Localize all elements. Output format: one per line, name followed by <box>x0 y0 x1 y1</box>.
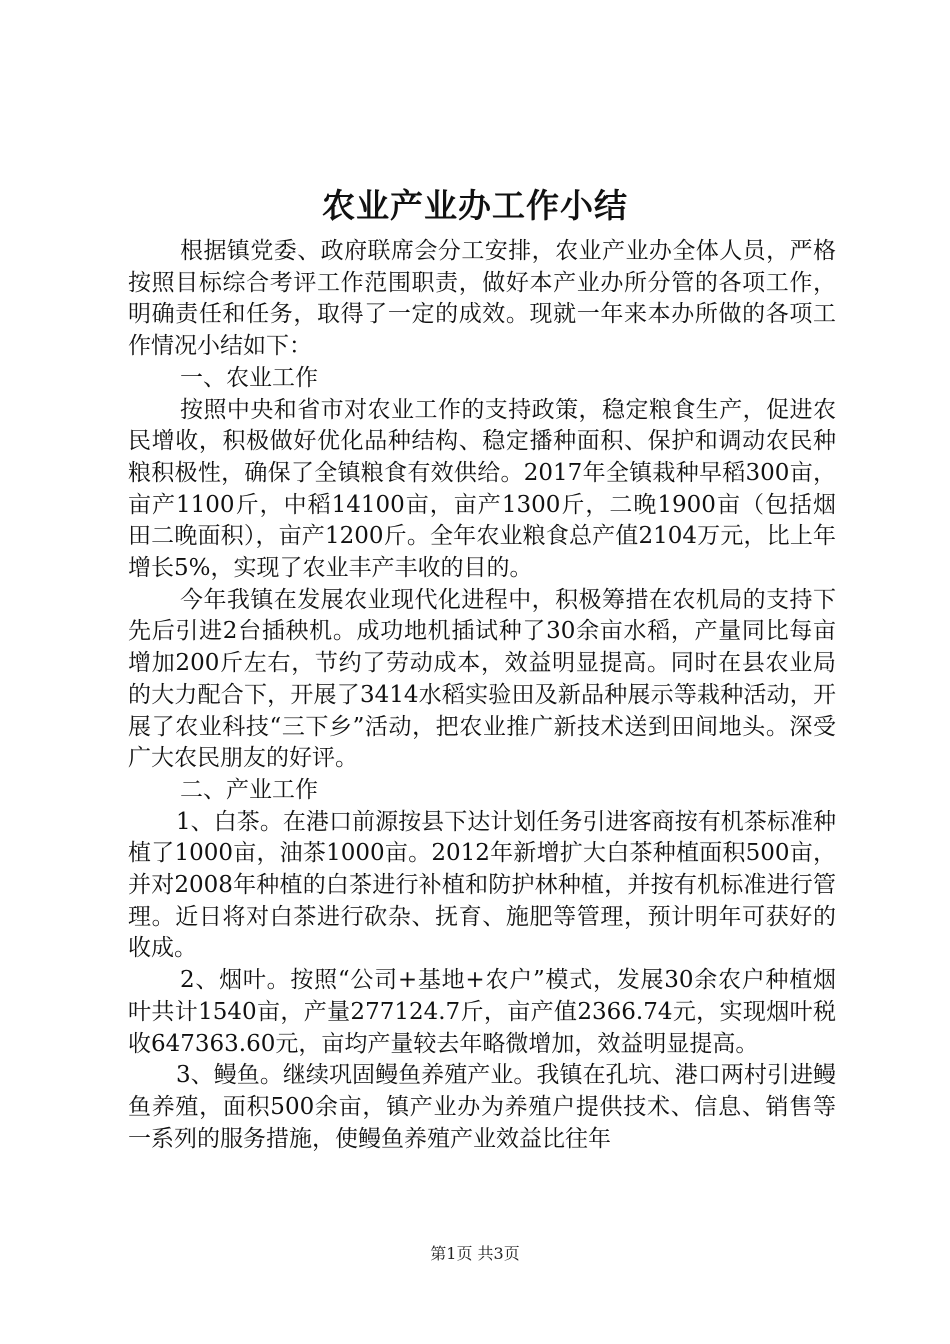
eel-paragraph: 3、鳗鱼。继续巩固鳗鱼养殖产业。我镇在孔坑、港口两村引进鳗鱼养殖，面积500余亩，镇产业办为养殖户提供技术、信息、销售等一系列的服务措施，使鳗鱼养殖产业效益比往年 <box>128 1062 836 1152</box>
tobacco-paragraph: 2、烟叶。按照“公司+基地+农户”模式，发展30余农户种植烟叶共计1540亩，产量277124.7斤，亩产值2366.74元，实现烟叶税收647363.60元，亩均产量较去年略微增加，效益明显提高。 <box>128 967 836 1057</box>
document-body <box>128 236 836 1155</box>
agriculture-paragraph: 按照中央和省市对农业工作的支持政策，稳定粮食生产，促进农民增收，积极做好优化品种结构、稳定播种面积、保护和调动农民种粮积极性，确保了全镇粮食有效供给。2017年全镇栽种早稻300亩，亩产1100斤，中稻14100亩，亩产1300斤，二晚1900亩（包括烟田二晚面积），亩产1200斤。全年农业粮食总产值2104万元，比上年增长5%，实现了农业丰产丰收的目的。 <box>128 396 836 582</box>
document-title: 农业产业办工作小结 <box>322 186 628 225</box>
intro-paragraph: 根据镇党委、政府联席会分工安排，农业产业办全体人员，严格按照目标综合考评工作范围职责，做好本产业办所分管的各项工作，明确责任和任务，取得了一定的成效。现就一年来本办所做的各项工作情况小结如下： <box>128 238 836 360</box>
section-heading-agriculture: 一、农业工作 <box>180 364 318 391</box>
page-number-footer: 第1页 共3页 <box>430 1244 520 1263</box>
white-tea-paragraph: 1、白茶。在港口前源按县下达计划任务引进客商按有机茶标准种植了1000亩，油茶1000亩。2012年新增扩大白茶种植面积500亩，并对2008年种植的白茶进行补植和防护林种植，并按有机标准进行管理。近日将对白茶进行砍杂、抚育、施肥等管理，预计明年可获好的收成。 <box>128 808 836 962</box>
mechanization-paragraph: 今年我镇在发展农业现代化进程中，积极筹措在农机局的支持下先后引进2台插秧机。成功地机插试种了30余亩水稻，产量同比每亩增加200斤左右，节约了劳动成本，效益明显提高。同时在县农业局的大力配合下，开展了3414水稻实验田及新品种展示等栽种活动，开展了农业科技“三下乡”活动，把农业推广新技术送到田间地头。深受广大农民朋友的好评。 <box>128 586 836 772</box>
section-heading-industry: 二、产业工作 <box>180 776 318 803</box>
